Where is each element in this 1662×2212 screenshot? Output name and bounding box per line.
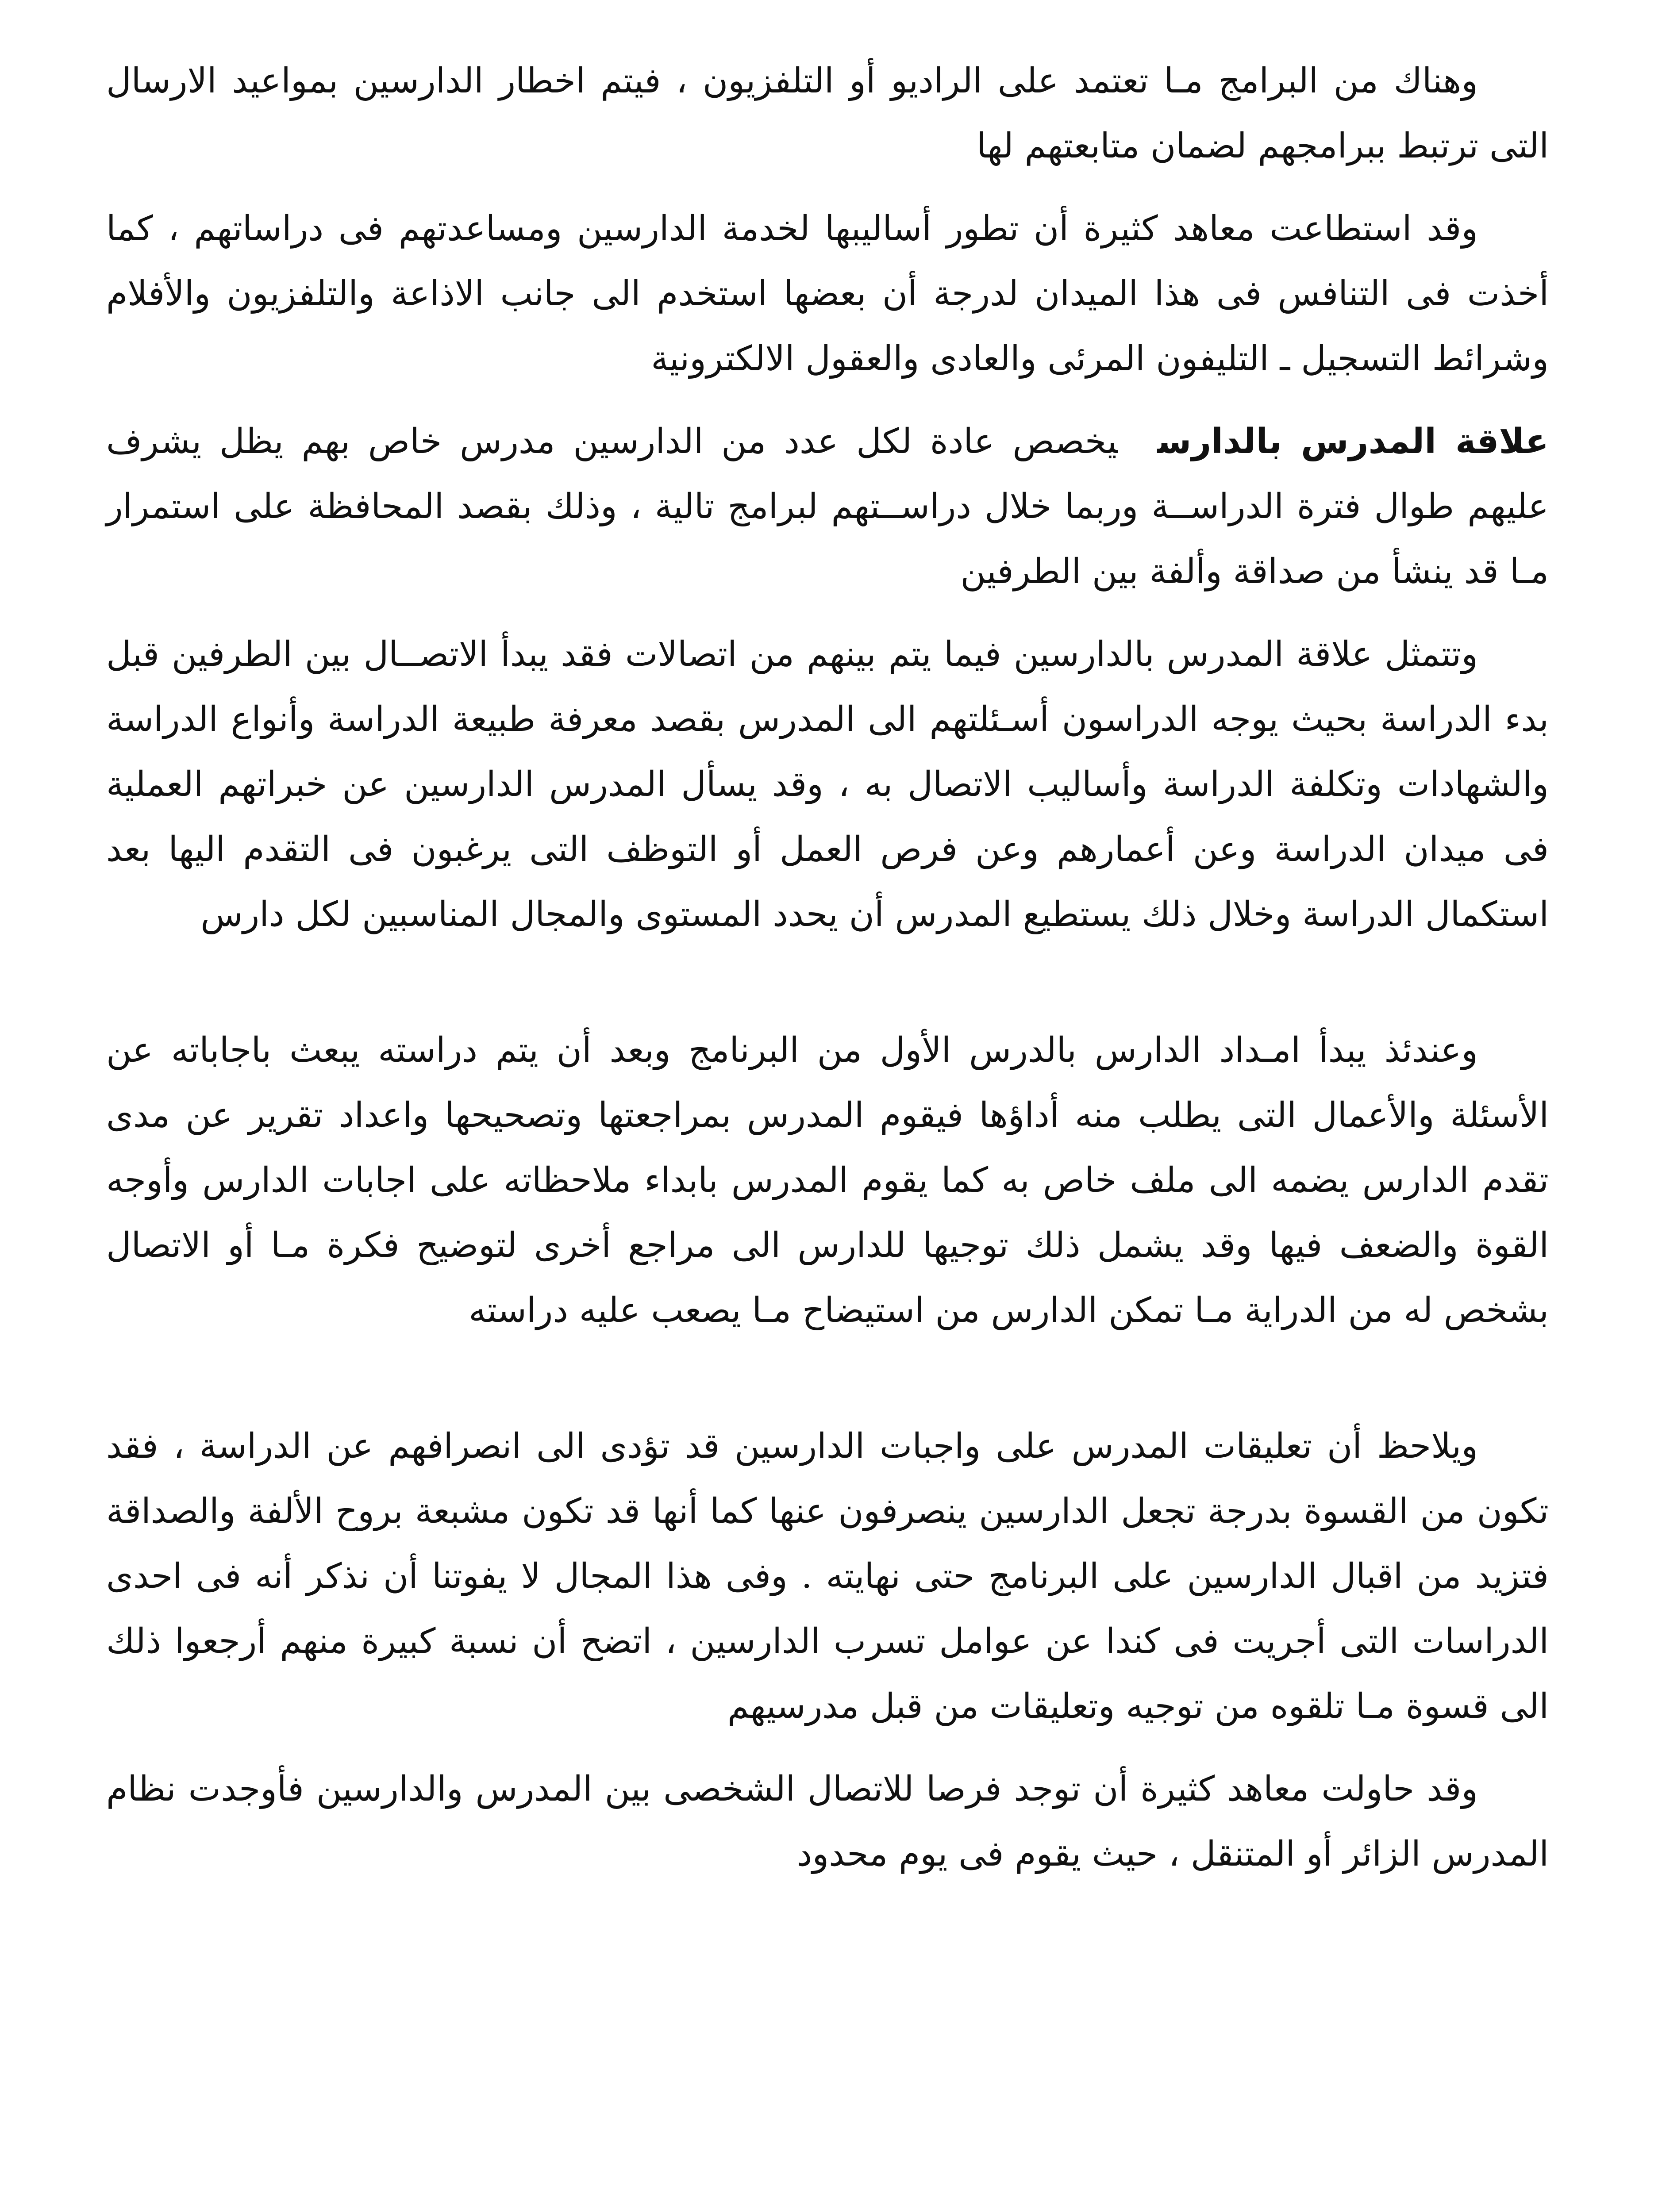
paragraph-teacher-student-relation xyxy=(106,409,1549,604)
paragraph-teacher-comments xyxy=(106,1414,1549,1739)
section-heading: علاقة المدرس بالدارس xyxy=(1157,422,1549,461)
paragraph-text: ويلاحظ أن تعليقات المدرس على واجبات الدارسين قد تؤدى الى انصرافهم عن الدراسة ، فقد تكون من القسوة بدرجة تجعل الدارسين ينصرفون عنها كما أنها قد تكون مشبعة بروح الألفة والصداقة فتزيد من اقبال الدارسين على البرنامج حتى نهايته . وفى هذا المجال لا يفوتنا أن نذكر أنه فى احدى الدراسات التى أجريت فى كندا عن عوامل تسرب الدارسين ، اتضح أن نسبة كبيرة منهم أرجعوا ذلك الى قسوة مـا تلقوه من توجيه وتعليقات من قبل مدرسيهم xyxy=(106,1426,1549,1726)
paragraph-text: وتتمثل علاقة المدرس بالدارسين فيما يتم بينهم من اتصالات فقد يبدأ الاتصــال بين الطرفين قبل بدء الدراسة بحيث يوجه الدراسون أسـئلتهم الى المدرس بقصد معرفة طبيعة الدراسة وأنواع الدراسة والشهادات وتكلفة الدراسة وأساليب الاتصال به ، وقد يسأل المدرس الدارسين عن خبراتهم العملية فى ميدان الدراسة وعن أعمارهم وعن فرص العمل أو التوظف التى يرغبون فى التقدم اليها بعد استكمال الدراسة وخلال ذلك يستطيع المدرس أن يحدد المستوى والمجال المناسبين لكل دارس xyxy=(106,634,1549,934)
document-page xyxy=(106,49,1549,2212)
paragraph-institutes-methods xyxy=(106,196,1549,392)
paragraph-text: يخصص عادة لكل عدد من الدارسين مدرس خاص بهم يظل يشرف عليهم طوال فترة الدراســة وربما خلال دراســتهم لبرامج تالية ، وذلك بقصد المحافظة على استمرار مـا قد ينشأ من صداقة وألفة بين الطرفين xyxy=(106,422,1549,591)
paragraph-text: وقد حاولت معاهد كثيرة أن توجد فرصا للاتصال الشخصى بين المدرس والدارسين فأوجدت نظام المدرس الزائر أو المتنقل ، حيث يقوم فى يوم محدود xyxy=(106,1769,1549,1874)
paragraph-text: وهناك من البرامج مـا تعتمد على الراديو أو التلفزيون ، فيتم اخطار الدارسين بمواعيد الارسال التى ترتبط ببرامجهم لضمان متابعتهم لها xyxy=(106,61,1549,166)
paragraph-visiting-teacher xyxy=(106,1757,1549,1887)
paragraph-communications xyxy=(106,622,1549,947)
paragraph-text: وعندئذ يبدأ امـداد الدارس بالدرس الأول من البرنامج وبعد أن يتم دراسته يبعث باجاباته عن الأسئلة والأعمال التى يطلب منه أداؤها فيقوم المدرس بمراجعتها وتصحيحها واعداد تقرير عن مدى تقدم الدارس يضمه الى ملف خاص به كما يقوم المدرس بابداء ملاحظاته على اجابات الدارس وأوجه القوة والضعف فيها وقد يشمل ذلك توجيها للدارس الى مراجع أخرى لتوضيح فكرة مـا أو الاتصال بشخص له من الدراية مـا تمكن الدارس من استيضاح مـا يصعب عليه دراسته xyxy=(106,1030,1549,1330)
paragraph-broadcast-programs xyxy=(106,49,1549,179)
paragraph-text: وقد استطاعت معاهد كثيرة أن تطور أساليبها لخدمة الدارسين ومساعدتهم فى دراساتهم ، كما أخذت فى التنافس فى هذا الميدان لدرجة أن بعضها استخدم الى جانب الاذاعة والتلفزيون والأفلام وشرائط التسجيل ـ التليفون المرئى والعادى والعقول الالكترونية xyxy=(106,209,1549,379)
paragraph-first-lesson xyxy=(106,1018,1549,1343)
